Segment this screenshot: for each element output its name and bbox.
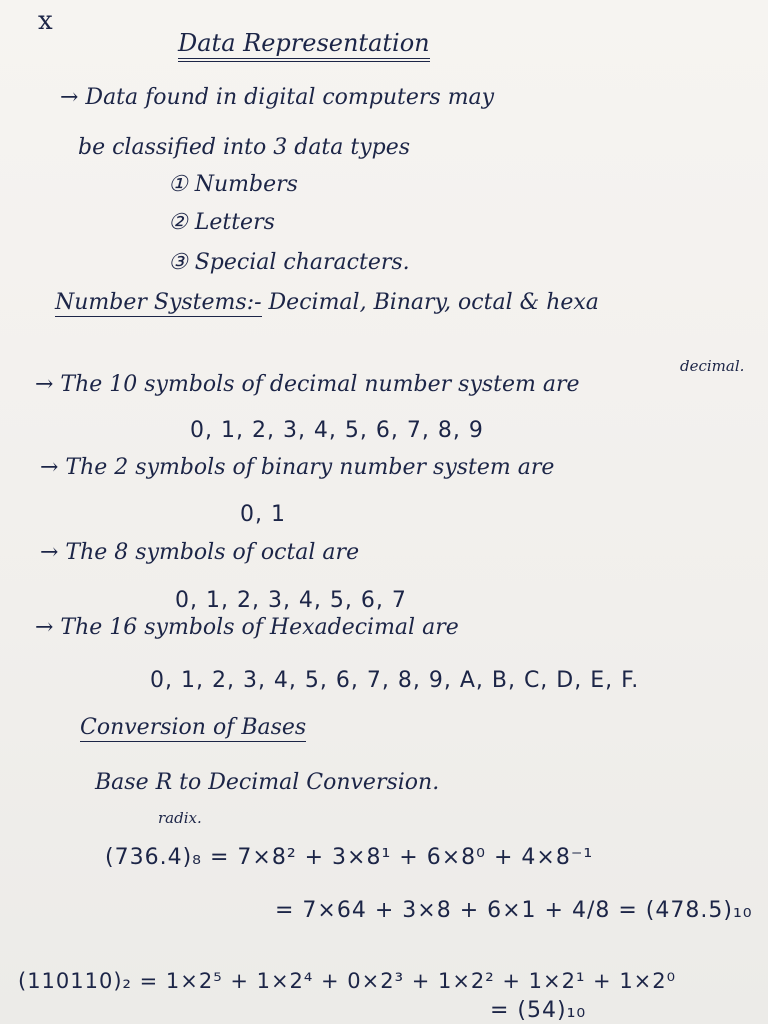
example-2-line-2: = (54)₁₀ [490, 998, 587, 1023]
octal-symbols: 0, 1, 2, 3, 4, 5, 6, 7 [175, 588, 407, 613]
number-systems-text: Decimal, Binary, octal & hexa [268, 290, 599, 315]
corner-mark: x [38, 6, 53, 36]
type-item [168, 250, 410, 276]
binary-symbols: 0, 1 [240, 502, 286, 527]
fact-hexadecimal: → The 16 symbols of Hexadecimal are [35, 615, 459, 640]
fact-binary: → The 2 symbols of binary number system are [40, 455, 555, 480]
fact-decimal: → The 10 symbols of decimal number system are [35, 372, 580, 397]
conversion-subheading: Base R to Decimal Conversion. [95, 770, 440, 795]
decimal-symbols: 0, 1, 2, 3, 4, 5, 6, 7, 8, 9 [190, 418, 484, 443]
example-2-line-1: (110110)₂ = 1×2⁵ + 1×2⁴ + 0×2³ + 1×2² + 1×2¹ + 1×2⁰ [18, 969, 677, 993]
type-label: Letters [194, 210, 275, 235]
type-label: Special characters. [194, 250, 410, 275]
type-item [168, 210, 275, 236]
type-number: ① [168, 172, 188, 197]
radix-note: radix. [158, 809, 202, 827]
number-systems-line [55, 290, 599, 316]
number-systems-tail: decimal. [680, 357, 745, 375]
intro-line-1: → Data found in digital computers may [60, 85, 495, 110]
page-title [178, 30, 430, 56]
number-systems-heading: Number Systems:- [55, 290, 262, 315]
hexadecimal-symbols: 0, 1, 2, 3, 4, 5, 6, 7, 8, 9, A, B, C, D, E, F. [150, 668, 640, 693]
type-label: Numbers [194, 172, 298, 197]
example-1-line-1: (736.4)₈ = 7×8² + 3×8¹ + 6×8⁰ + 4×8⁻¹ [105, 845, 594, 870]
type-item [168, 172, 298, 198]
type-number: ② [168, 210, 188, 235]
type-number: ③ [168, 250, 188, 275]
intro-line-2: be classified into 3 data types [78, 135, 411, 160]
conversion-heading-text: Conversion of Bases [80, 715, 307, 740]
conversion-heading [80, 715, 306, 741]
page-title-text: Data Representation [178, 29, 430, 62]
example-1-line-2: = 7×64 + 3×8 + 6×1 + 4/8 = (478.5)₁₀ [275, 898, 753, 923]
fact-octal: → The 8 symbols of octal are [40, 540, 360, 565]
